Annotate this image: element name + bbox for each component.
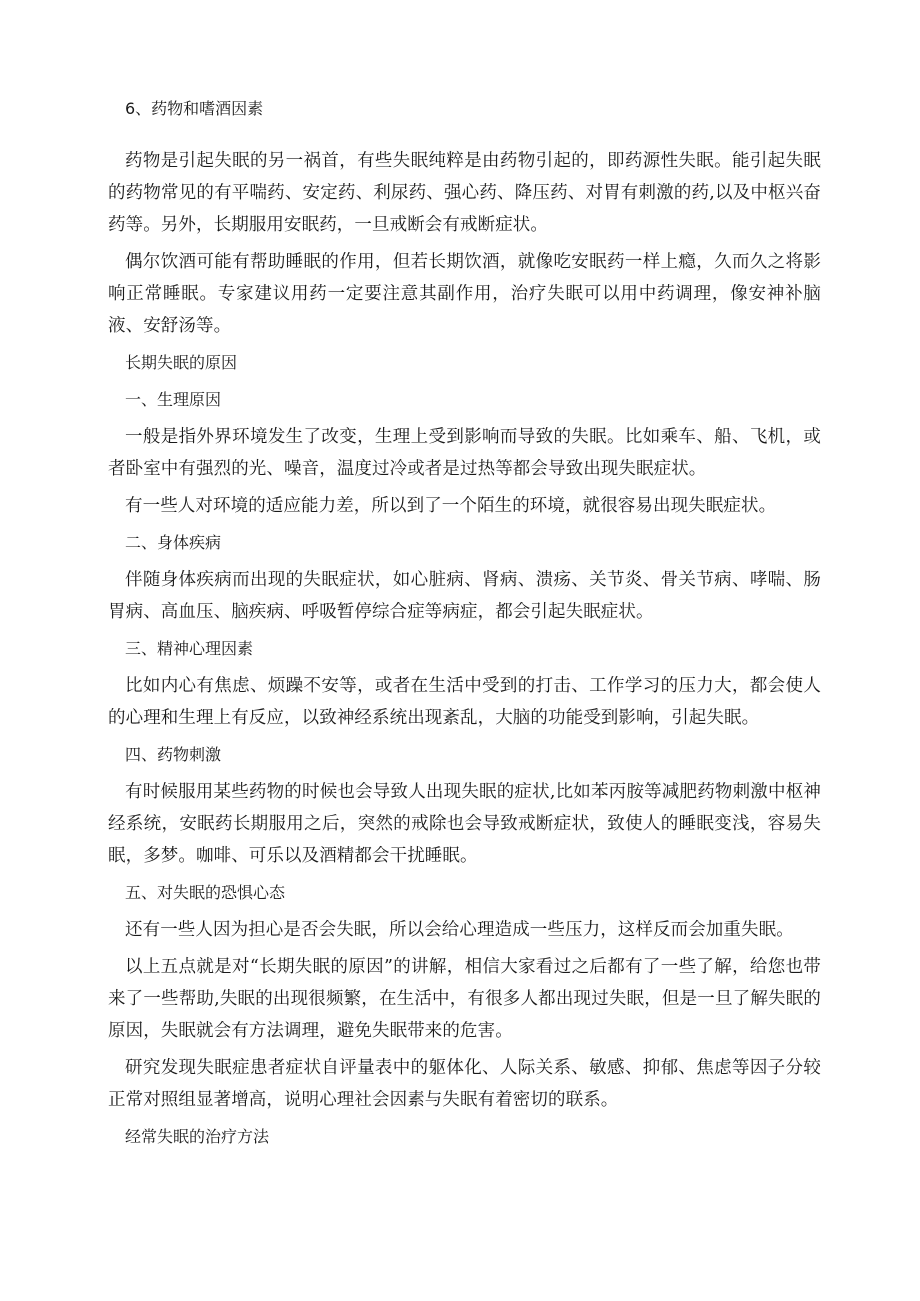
paragraph-physiological-1: 一般是指外界环境发生了改变，生理上受到影响而导致的失眠。比如乘车、船、飞机，或者卧室中有强烈的光、噪音，温度过冷或者是过热等都会导致出现失眠症状。 xyxy=(108,427,821,479)
paragraph-psychological: 比如内心有焦虑、烦躁不安等，或者在生活中受到的打击、工作学习的压力大，都会使人的心理和生理上有反应，以致神经系统出现紊乱，大脑的功能受到影响，引起失眠。 xyxy=(108,676,821,728)
heading-physiological: 一、生理原因 xyxy=(125,390,222,409)
heading-fear-of-insomnia: 五、对失眠的恐惧心态 xyxy=(125,883,286,902)
paragraph-drug-induced-insomnia: 药物是引起失眠的另一祸首，有些失眠纯粹是由药物引起的，即药源性失眠。能引起失眠的药物常见的有平喘药、安定药、利尿药、强心药、降压药、对胃有刺激的药,以及中枢兴奋药等。另外，长期服用安眠药，一旦戒断会有戒断症状。 xyxy=(108,151,821,235)
paragraph-fear-1: 还有一些人因为担心是否会失眠，所以会给心理造成一些压力，这样反而会加重失眠。 xyxy=(125,920,794,940)
paragraph-summary: 以上五点就是对“长期失眠的原因”的讲解，相信大家看过之后都有了一些了解，给您也带来了一些帮助,失眠的出现很频繁，在生活中，有很多人都出现过失眠，但是一旦了解失眠的原因，失眠就会有方法调理，避免失眠带来的危害。 xyxy=(108,957,821,1041)
section-title-long-term-causes: 长期失眠的原因 xyxy=(125,353,238,372)
heading-drug-stimulation: 四、药物刺激 xyxy=(125,745,222,764)
section-title-treatment: 经常失眠的治疗方法 xyxy=(125,1127,270,1146)
heading-physical-illness: 二、身体疾病 xyxy=(125,533,222,552)
paragraph-physical-illness: 伴随身体疾病而出现的失眠症状，如心脏病、肾病、溃疡、关节炎、骨关节病、哮喘、肠胃病、高血压、脑疾病、呼吸暂停综合症等病症，都会引起失眠症状。 xyxy=(108,570,821,622)
paragraph-research: 研究发现失眠症患者症状自评量表中的躯体化、人际关系、敏感、抑郁、焦虑等因子分较正常对照组显著增高，说明心理社会因素与失眠有着密切的联系。 xyxy=(108,1058,821,1110)
section-heading-drugs-alcohol: 6、药物和嗜酒因素 xyxy=(125,99,264,118)
document-body xyxy=(108,93,821,1158)
paragraph-alcohol: 偶尔饮酒可能有帮助睡眠的作用，但若长期饮酒，就像吃安眠药一样上瘾，久而久之将影响正常睡眠。专家建议用药一定要注意其副作用，治疗失眠可以用中药调理，像安神补脑液、安舒汤等。 xyxy=(108,252,821,336)
paragraph-physiological-2: 有一些人对环境的适应能力差，所以到了一个陌生的环境，就很容易出现失眠症状。 xyxy=(125,496,777,516)
paragraph-drug-stimulation: 有时候服用某些药物的时候也会导致人出现失眠的症状,比如苯丙胺等减肥药物刺激中枢神经系统，安眠药长期服用之后，突然的戒除也会导致戒断症状，致使人的睡眠变浅，容易失眠，多梦。咖啡、可乐以及酒精都会干扰睡眠。 xyxy=(108,782,821,866)
heading-psychological: 三、精神心理因素 xyxy=(125,639,254,658)
